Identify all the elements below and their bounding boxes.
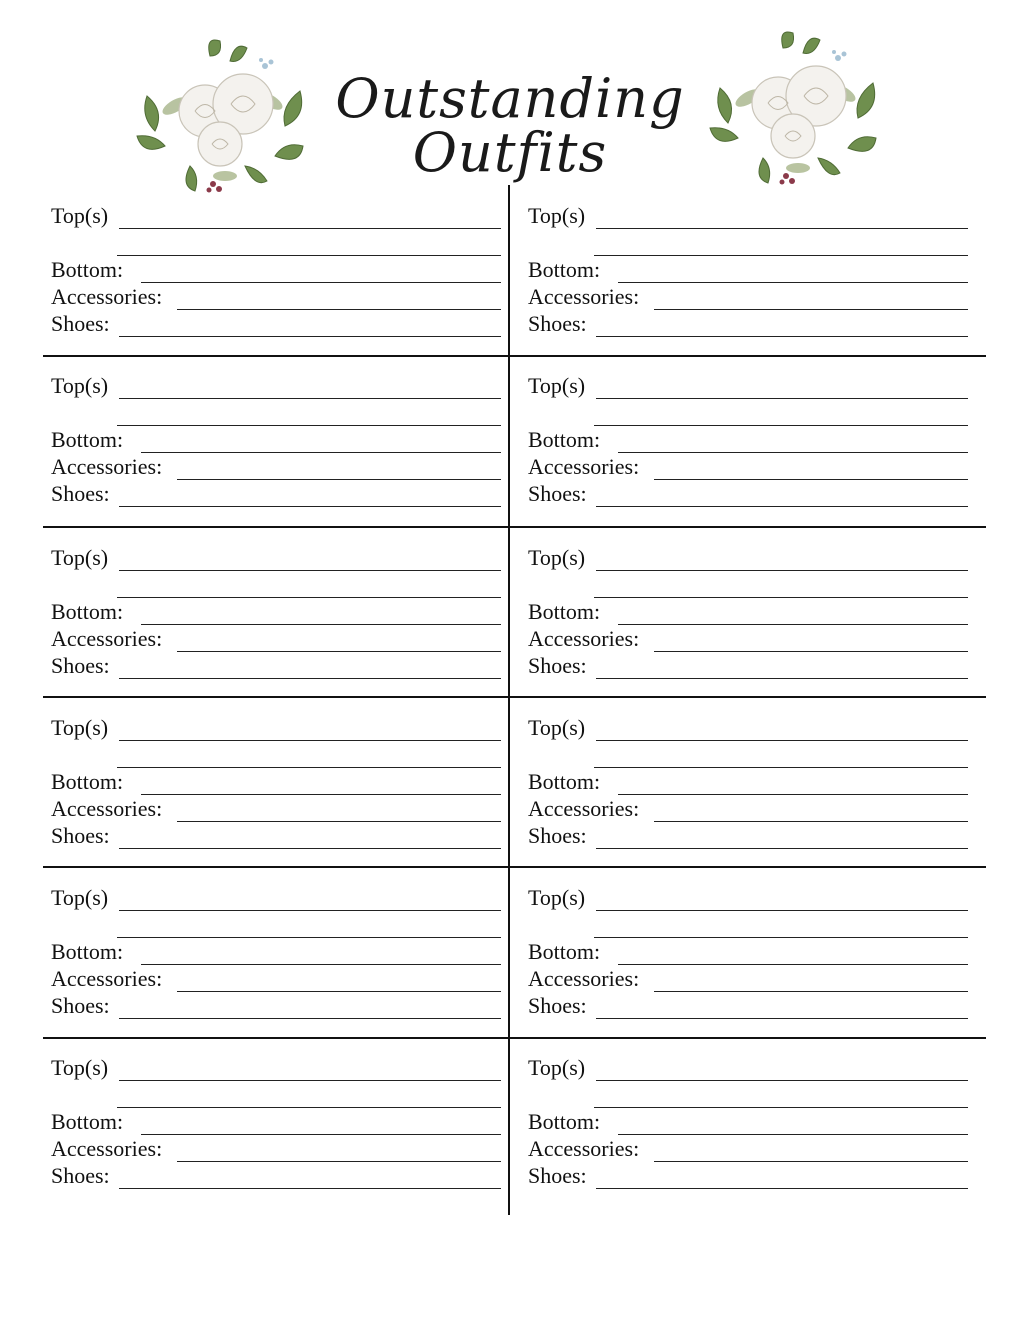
blank-write-line[interactable] — [596, 910, 968, 911]
blank-write-line[interactable] — [119, 678, 501, 679]
tops-continuation — [528, 1082, 968, 1108]
shoes-field — [528, 653, 968, 679]
blank-write-line[interactable] — [618, 452, 968, 453]
outfit-card — [520, 697, 976, 865]
accessories-field — [51, 796, 501, 822]
blank-write-line[interactable] — [141, 1134, 501, 1135]
floral-bouquet-right-icon — [708, 28, 883, 188]
accessories-label: Accessories: — [528, 1136, 640, 1161]
blank-write-line[interactable] — [654, 479, 968, 480]
tops-field — [51, 545, 501, 571]
tops-label: Top(s) — [528, 1055, 586, 1080]
blank-write-line[interactable] — [596, 336, 968, 337]
outfit-card — [43, 867, 509, 1035]
blank-write-line[interactable] — [596, 398, 968, 399]
accessories-field — [51, 454, 501, 480]
shoes-label: Shoes: — [528, 311, 587, 336]
shoes-field — [51, 481, 501, 507]
blank-write-line[interactable] — [594, 1107, 968, 1108]
bottom-field — [528, 939, 968, 965]
accessories-label: Accessories: — [51, 454, 163, 479]
blank-write-line[interactable] — [596, 848, 968, 849]
outfit-card — [43, 1037, 509, 1205]
shoes-field — [51, 311, 501, 337]
accessories-label: Accessories: — [528, 454, 640, 479]
shoes-field — [51, 993, 501, 1019]
accessories-field — [528, 284, 968, 310]
tops-field — [528, 885, 968, 911]
blank-write-line[interactable] — [596, 570, 968, 571]
blank-write-line[interactable] — [654, 309, 968, 310]
bottom-field — [51, 427, 501, 453]
blank-write-line[interactable] — [618, 1134, 968, 1135]
blank-write-line[interactable] — [594, 597, 968, 598]
tops-label: Top(s) — [528, 203, 586, 228]
bottom-label: Bottom: — [51, 599, 124, 624]
outfit-card — [43, 185, 509, 353]
blank-write-line[interactable] — [117, 425, 501, 426]
bottom-field — [51, 769, 501, 795]
tops-field — [528, 203, 968, 229]
blank-write-line[interactable] — [141, 282, 501, 283]
blank-write-line[interactable] — [596, 1018, 968, 1019]
accessories-field — [528, 626, 968, 652]
bottom-field — [528, 769, 968, 795]
shoes-field — [528, 1163, 968, 1189]
accessories-field — [528, 966, 968, 992]
accessories-label: Accessories: — [51, 626, 163, 651]
bottom-label: Bottom: — [528, 769, 601, 794]
accessories-field — [51, 1136, 501, 1162]
shoes-label: Shoes: — [528, 481, 587, 506]
outfit-card — [520, 867, 976, 1035]
tops-field — [51, 1055, 501, 1081]
shoes-field — [51, 653, 501, 679]
tops-field — [51, 885, 501, 911]
accessories-label: Accessories: — [528, 626, 640, 651]
blank-write-line[interactable] — [618, 964, 968, 965]
blank-write-line[interactable] — [618, 282, 968, 283]
tops-label: Top(s) — [528, 715, 586, 740]
bottom-label: Bottom: — [51, 939, 124, 964]
bottom-label: Bottom: — [51, 769, 124, 794]
bottom-field — [528, 1109, 968, 1135]
tops-field — [528, 715, 968, 741]
shoes-field — [528, 311, 968, 337]
blank-write-line[interactable] — [654, 991, 968, 992]
shoes-label: Shoes: — [51, 1163, 110, 1188]
blank-write-line[interactable] — [119, 398, 501, 399]
blank-write-line[interactable] — [117, 937, 501, 938]
bottom-field — [51, 1109, 501, 1135]
tops-field — [51, 203, 501, 229]
bottom-label: Bottom: — [528, 939, 601, 964]
outfit-card — [43, 355, 509, 523]
blank-write-line[interactable] — [119, 848, 501, 849]
blank-write-line[interactable] — [117, 767, 501, 768]
blank-write-line[interactable] — [141, 794, 501, 795]
accessories-label: Accessories: — [51, 966, 163, 991]
shoes-label: Shoes: — [51, 481, 110, 506]
tops-label: Top(s) — [51, 885, 109, 910]
blank-write-line[interactable] — [119, 1188, 501, 1189]
tops-continuation — [51, 572, 501, 598]
shoes-label: Shoes: — [51, 993, 110, 1018]
blank-write-line[interactable] — [119, 1018, 501, 1019]
shoes-field — [528, 823, 968, 849]
shoes-label: Shoes: — [51, 653, 110, 678]
bottom-label: Bottom: — [528, 1109, 601, 1134]
outfit-card — [520, 527, 976, 695]
tops-field — [528, 1055, 968, 1081]
bottom-label: Bottom: — [528, 599, 601, 624]
accessories-field — [51, 966, 501, 992]
tops-label: Top(s) — [51, 373, 109, 398]
tops-continuation — [528, 912, 968, 938]
shoes-label: Shoes: — [528, 993, 587, 1018]
blank-write-line[interactable] — [177, 309, 501, 310]
bottom-label: Bottom: — [528, 257, 601, 282]
tops-field — [528, 373, 968, 399]
accessories-label: Accessories: — [528, 284, 640, 309]
bottom-field — [528, 427, 968, 453]
bottom-label: Bottom: — [51, 1109, 124, 1134]
shoes-label: Shoes: — [51, 823, 110, 848]
accessories-label: Accessories: — [51, 1136, 163, 1161]
blank-write-line[interactable] — [596, 1080, 968, 1081]
tops-continuation — [528, 572, 968, 598]
blank-write-line[interactable] — [596, 228, 968, 229]
tops-continuation — [528, 742, 968, 768]
blank-write-line[interactable] — [119, 336, 501, 337]
blank-write-line[interactable] — [177, 1161, 501, 1162]
blank-write-line[interactable] — [618, 794, 968, 795]
accessories-field — [51, 626, 501, 652]
tops-continuation — [528, 230, 968, 256]
tops-continuation — [51, 230, 501, 256]
tops-label: Top(s) — [51, 715, 109, 740]
blank-write-line[interactable] — [119, 228, 501, 229]
shoes-label: Shoes: — [528, 823, 587, 848]
floral-bouquet-left-icon — [135, 36, 310, 196]
outfit-grid — [43, 185, 986, 1215]
outfit-card — [43, 697, 509, 865]
bottom-field — [528, 599, 968, 625]
blank-write-line[interactable] — [596, 740, 968, 741]
shoes-label: Shoes: — [528, 1163, 587, 1188]
shoes-label: Shoes: — [528, 653, 587, 678]
blank-write-line[interactable] — [119, 1080, 501, 1081]
blank-write-line[interactable] — [117, 1107, 501, 1108]
blank-write-line[interactable] — [594, 767, 968, 768]
bottom-field — [51, 939, 501, 965]
shoes-field — [528, 481, 968, 507]
page-header — [0, 0, 1020, 190]
tops-label: Top(s) — [51, 545, 109, 570]
blank-write-line[interactable] — [119, 740, 501, 741]
tops-continuation — [51, 742, 501, 768]
blank-write-line[interactable] — [141, 452, 501, 453]
tops-label: Top(s) — [528, 545, 586, 570]
blank-write-line[interactable] — [618, 624, 968, 625]
tops-label: Top(s) — [51, 203, 109, 228]
blank-write-line[interactable] — [177, 991, 501, 992]
bottom-label: Bottom: — [51, 257, 124, 282]
tops-continuation — [51, 400, 501, 426]
blank-write-line[interactable] — [119, 506, 501, 507]
accessories-label: Accessories: — [51, 284, 163, 309]
outfit-card — [520, 1037, 976, 1205]
accessories-field — [528, 796, 968, 822]
outfit-card — [520, 185, 976, 353]
page-title: Outstanding Outfits — [335, 67, 685, 184]
bottom-label: Bottom: — [528, 427, 601, 452]
blank-write-line[interactable] — [177, 479, 501, 480]
accessories-field — [528, 1136, 968, 1162]
shoes-field — [51, 823, 501, 849]
bottom-field — [51, 599, 501, 625]
accessories-label: Accessories: — [528, 966, 640, 991]
blank-write-line[interactable] — [594, 425, 968, 426]
blank-write-line[interactable] — [177, 651, 501, 652]
bottom-label: Bottom: — [51, 427, 124, 452]
blank-write-line[interactable] — [596, 1188, 968, 1189]
tops-field — [528, 545, 968, 571]
tops-field — [51, 373, 501, 399]
blank-write-line[interactable] — [141, 624, 501, 625]
outfit-card — [520, 355, 976, 523]
tops-continuation — [528, 400, 968, 426]
blank-write-line[interactable] — [117, 255, 501, 256]
blank-write-line[interactable] — [654, 821, 968, 822]
blank-write-line[interactable] — [141, 964, 501, 965]
accessories-field — [51, 284, 501, 310]
tops-label: Top(s) — [528, 885, 586, 910]
blank-write-line[interactable] — [177, 821, 501, 822]
blank-write-line[interactable] — [117, 597, 501, 598]
tops-label: Top(s) — [528, 373, 586, 398]
accessories-label: Accessories: — [528, 796, 640, 821]
outfit-card — [43, 527, 509, 695]
blank-write-line[interactable] — [654, 1161, 968, 1162]
accessories-field — [528, 454, 968, 480]
bottom-field — [528, 257, 968, 283]
blank-write-line[interactable] — [596, 506, 968, 507]
shoes-label: Shoes: — [51, 311, 110, 336]
blank-write-line[interactable] — [119, 570, 501, 571]
blank-write-line[interactable] — [596, 678, 968, 679]
tops-continuation — [51, 1082, 501, 1108]
accessories-label: Accessories: — [51, 796, 163, 821]
blank-write-line[interactable] — [654, 651, 968, 652]
blank-write-line[interactable] — [594, 255, 968, 256]
shoes-field — [51, 1163, 501, 1189]
bottom-field — [51, 257, 501, 283]
tops-continuation — [51, 912, 501, 938]
tops-label: Top(s) — [51, 1055, 109, 1080]
tops-field — [51, 715, 501, 741]
blank-write-line[interactable] — [119, 910, 501, 911]
shoes-field — [528, 993, 968, 1019]
blank-write-line[interactable] — [594, 937, 968, 938]
